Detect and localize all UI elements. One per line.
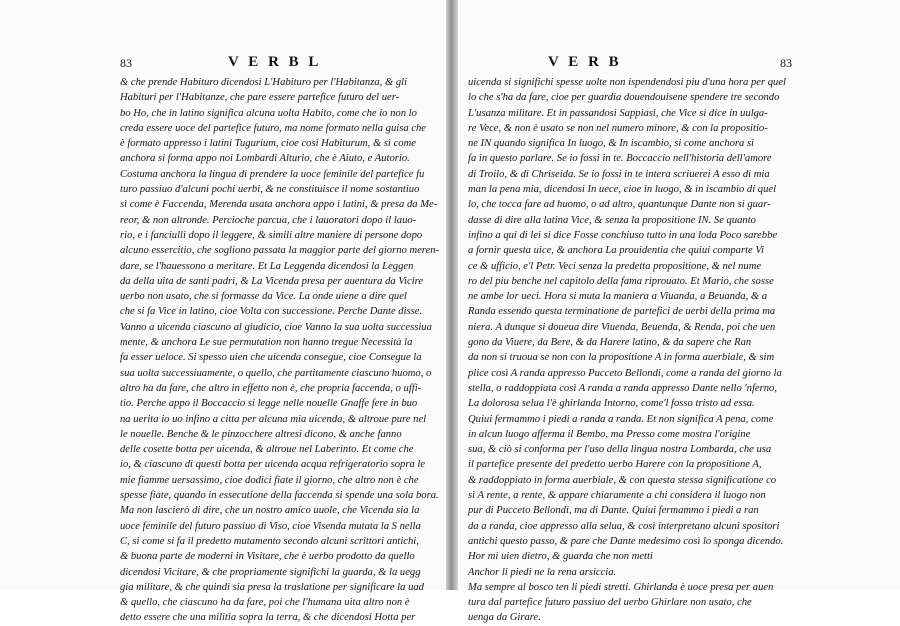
text-line: infino a qui di lei si dice Fosse conchiuso tutto in una loda Poco sarebbe [468, 229, 778, 241]
text-line: pur di Pucceto Bellondi, ma di Dante. Quiui fermammo i piedi a ran [468, 505, 759, 517]
text-line: anchora si forma appo noi Lombardi Alturio, che è Aiuto, e Autorio. [120, 153, 410, 165]
text-line: in alcun luogo afferma il Bembo, ma Presso come mostra l'origine [468, 428, 751, 440]
text-line: Anchor li piedi ne la rena arsiccia. [468, 566, 617, 578]
text-line: sì A rente, a rente, & appare chiaramente a chi considera il luogo non [468, 490, 766, 502]
text-line: gia militare, & che quindi sia presa la traslatione per significare la uad [120, 581, 424, 593]
text-line: & che prende Habituro dicendosi L'Habituro per l'Habitanza, & gli [120, 77, 408, 88]
text-line: stella, o raddoppiata così A randa a randa appresso Dante nello 'nferno, [468, 382, 777, 394]
text-line: sua, & ciò si conforma per l'uso della lingua nostra Lombarda, che usa [468, 444, 772, 456]
text-line: turo passiuo d'alcuni pochi uerbi, & ne constituisce il nome sostantiuo [120, 184, 420, 196]
text-line: il partefice presente del predetto uerbo Harere con la propositione A, [468, 459, 762, 471]
text-line: creda essere uoce del partefice futuro, ma nome formato nella guisa che [120, 122, 426, 134]
text-line: Vanno a uicenda ciascuno al giudicio, cioe Vanno la sua uolta successiua [120, 321, 432, 333]
text-line: plice così A randa appresso Pucceto Bellondi, come a randa del giorno la [468, 367, 782, 379]
left-page-header [120, 54, 438, 72]
left-page [0, 0, 446, 624]
text-line: Quiui fermammo i piedi a randa a randa. Et non significa A pena, come [468, 413, 774, 425]
text-line: niera. A dunque si doueua dire Viuenda, Beuenda, & Renda, poi che uen [468, 321, 776, 333]
text-line: bo Ho, che in latino significa alcuna uolta Habito, come che io non lo [120, 107, 417, 119]
text-line: Habituri per l'Habitanze, che pare essere partefice futuro del uer- [120, 92, 400, 104]
book-gutter [446, 0, 458, 590]
text-line: & buona parte de moderni in Visitare, che è uerbo prodotto da quello [120, 551, 415, 563]
left-page-number: 83 [120, 56, 132, 70]
text-line: Hor mi uien dietro, & guarda che non metti [468, 551, 653, 563]
text-line: da non si truoua se non con la propositione A in forma auerbiale, & sim [468, 352, 775, 364]
text-line: re Vece, & non è usato se non nel numero minore, & con la propositio- [468, 122, 768, 134]
text-line: L'usanza militare. Et in passandosi Sappiasi, che Vice si dice in uulga- [468, 107, 768, 119]
text-line: è formato appresso i latini Tugurium, cioe così Habiturum, & sì come [120, 138, 416, 150]
text-line: tio. Perche appo il Boccaccio si legge nelle nouelle Gnaffe fere in buo [120, 398, 418, 410]
text-line: uoce feminile del futuro passiuo di Viso, cioe Visenda mutata la S nella [120, 520, 421, 532]
text-line: altro ha da fare, che altro in effetto non è, che propria faccenda, o uffi- [120, 382, 422, 394]
text-line: mie fiamme uersassimo, cioe dodici fiate il giorno, che altro non è che [120, 474, 419, 486]
text-line: dasse di dire alla latina Vice, & senza la propositione IN. Se quanto [468, 214, 756, 226]
text-line: sua uolta successiuamente, o quello, che partitamente ciascuno huomo, o [120, 367, 432, 379]
text-line: detto essere che una militia sopra la terra, & che dicendosi Hotta per [120, 612, 416, 624]
text-line: C, si come si fa il predetto mutamento secondo alcuni scrittori antichi, [120, 535, 419, 547]
text-line: La dolorosa selua l'è ghirlanda Intorno, come'l fosso tristo ad essa. [468, 398, 755, 410]
text-line: mente, & anchora Le sue permutation non hanno tregue Necessità la [120, 337, 413, 349]
text-line: che si fa Vice in latino, cioe Volta con successione. Perche Dante disse. [120, 306, 423, 318]
text-line: ro del piu benche nel capitolo della fama riprouato. Et Mario, che sosse [468, 275, 774, 287]
text-line: & quello, che ciascuno ha da fare, poi che l'humana uita altro non è [120, 597, 410, 609]
right-page [458, 0, 900, 624]
text-line: Ma non lascierò di dire, che un nostro amico uuole, che Vicenda sia la [120, 505, 420, 517]
text-line: & raddoppiato in forma auerbiale, & con questa stessa significatione co [468, 474, 777, 486]
text-line: na uerita io uo infino a citta per alcuna mia uicenda, & altroue pure nel [120, 413, 427, 425]
text-line: ne ambe lor ueci. Hora si muta la maniera a Viuanda, a Beuanda, & a [468, 291, 768, 303]
text-line: io, & ciascuno di questi botta per uicenda acqua refrigeratorio sopra le [120, 459, 426, 471]
text-line: uenga da Girare. [468, 612, 541, 624]
left-running-head: V E R B L [228, 54, 322, 70]
text-line: da a randa, cioe appresso alla selua, & così interpretano alcuni spositori [468, 520, 780, 532]
text-line: uicenda si significhi spesse uolte non ispendendosi piu d'una hora per quel [468, 77, 786, 88]
text-line: da della uita de santi padri, & La Vicenda presa per auentura da Vicire [120, 275, 424, 287]
text-line: tura dal partefice futuro passiuo del uerbo Ghirlare non usato, che [468, 597, 752, 609]
text-line: fa in questo parlare. Se io fossi in te. Boccaccio nell'historia dell'amore [468, 153, 772, 165]
text-line: reor, & non altronde. Percioche parcua, che i lauoratori dopo il lauo- [120, 214, 417, 226]
text-line: delle cosette botta per uicenda, & altroue nel Laberinto. Et come che [120, 444, 414, 456]
text-line: alcuno essercitio, che sogliono passata la maggior parte del giorno meren- [120, 245, 440, 257]
text-line: le nouelle. Benche & le pinzocchere altresi dicono, & anche fanno [120, 428, 402, 440]
text-line: dicendosi Vicitare, & che propriamente significhi la guarda, & la uegg [120, 566, 421, 578]
text-line: man la pena mia, dicendosi In uece, cioe in luogo, & in iscambio di quel [468, 184, 777, 196]
text-line: Randa essendo questa terminatione de partefici de uerbi della prima ma [468, 306, 776, 318]
right-running-head: V E R B [548, 54, 622, 70]
text-line: di Troilo, & di Chriseida. Se io fossi in te intera scriuerei A esso di mia [468, 168, 770, 180]
text-line: spesse fiate, quando in essecutione della faccenda si spende una sola bora. [120, 490, 439, 502]
right-page-header [468, 54, 800, 72]
text-line: ne IN quando significa In luogo, & In iscambio, si come anchora si [468, 138, 755, 150]
text-line: Ma sempre al bosco ten li piedi stretti. Ghirlanda è uoce presa per auen [468, 581, 774, 593]
right-page-text [468, 75, 793, 626]
text-line: a fornir questa uice, & anchora La prouidentia che quiui comparte Vi [468, 245, 765, 257]
text-line: Costuma anchora la lingua di prendere la uoce feminile del partefice fu [120, 168, 425, 180]
text-line: uerbo non usato, che si formasse da Vice. La onde uiene a dire quel [120, 291, 407, 303]
text-line: rio, e i fanciulli dopo il leggere, & simili altre maniere di persone dopo [120, 229, 423, 241]
text-line: lo che s'ha da fare, cioe per guardia douendouisene spendere tre secondo [468, 92, 780, 104]
text-line: gono da Viuere, da Bere, & da Harere latino, & da sapere che Ran [468, 337, 752, 349]
text-line: antichi questo passo, & pare che Dante medesimo così lo sponga dicendo. [468, 535, 784, 547]
text-line: dare, se l'hauessono a meritare. Et La Leggenda dicendosi la Leggen [120, 260, 414, 272]
left-page-text [120, 75, 438, 626]
text-line: sì come è Faccenda, Merenda usata anchora appo i latini, & presa da Me- [120, 199, 438, 211]
text-line: fa esser ueloce. Si spesso uien che uicenda consegue, cioe Consegue la [120, 352, 422, 364]
right-page-number: 83 [780, 56, 792, 70]
text-line: ce & ufficio, e'l Petr. Veci senza la predetta propositione, & nel nume [468, 260, 762, 272]
text-line: lo, che tocca fare ad huomo, o ad altro, quantunque Dante non si guar- [468, 199, 771, 211]
